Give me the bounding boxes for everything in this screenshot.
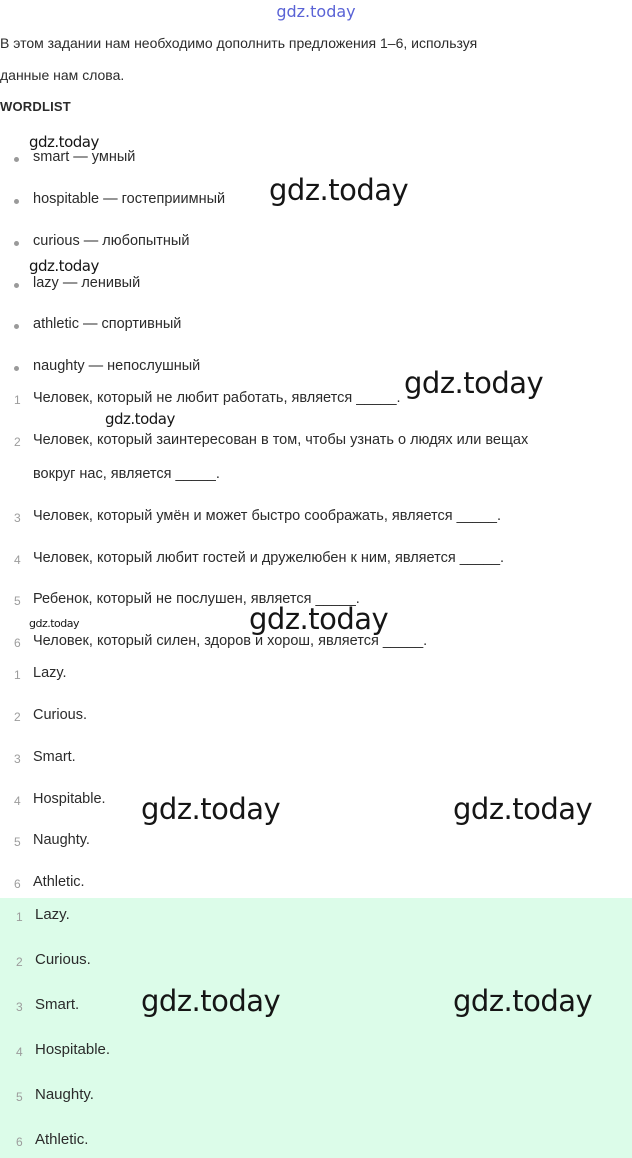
answer-text: Curious. (35, 951, 91, 968)
answer-number: 5 (16, 1090, 23, 1104)
answer-number: 6 (14, 877, 21, 891)
watermark: gdz.today (29, 617, 80, 630)
sentence-text: Человек, который заинтересован в том, чтобы узнать о людях или вещах (33, 432, 529, 448)
sentence-number: 2 (14, 435, 21, 449)
answer-text: Curious. (33, 707, 87, 723)
answer-text: Athletic. (35, 1131, 89, 1148)
answer-text: Hospitable. (33, 791, 106, 807)
answer-number: 4 (16, 1045, 23, 1059)
watermark: gdz.today (269, 173, 409, 207)
list-item: lazy — ленивый (33, 275, 141, 291)
bullet-icon (14, 283, 19, 288)
watermark: gdz.today (453, 984, 593, 1018)
sentence-text-continued: вокруг нас, является _____. (33, 466, 220, 482)
sentence-number: 4 (14, 553, 21, 567)
answer-text: Smart. (35, 996, 80, 1013)
intro-line-1: В этом задании нам необходимо дополнить предложения 1–6, используя (0, 35, 478, 51)
answer-number: 4 (14, 794, 21, 808)
list-item: smart — умный (33, 149, 136, 165)
bullet-icon (14, 366, 19, 371)
answer-number: 3 (14, 752, 21, 766)
answer-text: Hospitable. (35, 1041, 111, 1058)
watermark: gdz.today (453, 792, 593, 826)
answer-text: Smart. (33, 749, 76, 765)
answer-number: 2 (14, 710, 21, 724)
answer-text: Lazy. (35, 906, 70, 923)
sentence-number: 3 (14, 511, 21, 525)
list-item: athletic — спортивный (33, 316, 182, 332)
sentence-number: 1 (14, 393, 21, 407)
watermark: gdz.today (105, 410, 175, 428)
answer-number: 6 (16, 1135, 23, 1149)
watermark: gdz.today (249, 602, 389, 636)
watermark: gdz.today (29, 257, 99, 275)
watermark: gdz.today (141, 792, 281, 826)
wordlist-heading: WORDLIST (0, 99, 71, 114)
sentence-text: Ребенок, который не послушен, является _____. (33, 591, 360, 607)
answer-text: Athletic. (33, 874, 85, 890)
answer-number: 5 (14, 835, 21, 849)
watermark: gdz.today (29, 133, 99, 151)
list-item: naughty — непослушный (33, 358, 201, 374)
bullet-icon (14, 199, 19, 204)
answer-box (0, 898, 632, 1158)
answer-text: Lazy. (33, 665, 67, 681)
bullet-icon (14, 157, 19, 162)
sentence-text: Человек, который любит гостей и дружелюбен к ним, является _____. (33, 550, 505, 566)
answer-number: 1 (14, 668, 21, 682)
list-item: hospitable — гостеприимный (33, 191, 226, 207)
sentence-number: 6 (14, 636, 21, 650)
bullet-icon (14, 324, 19, 329)
sentence-text: Человек, который не любит работать, является _____. (33, 390, 401, 406)
watermark: gdz.today (141, 984, 281, 1018)
answer-number: 2 (16, 955, 23, 969)
sentence-number: 5 (14, 594, 21, 608)
list-item: curious — любопытный (33, 233, 190, 249)
intro-line-2: данные нам слова. (0, 67, 125, 83)
watermark: gdz.today (404, 366, 544, 400)
site-logo[interactable]: gdz.today (276, 2, 356, 21)
sentence-text: Человек, который умён и может быстро соображать, является _____. (33, 508, 501, 524)
answer-text: Naughty. (33, 832, 90, 848)
answer-number: 1 (16, 910, 23, 924)
bullet-icon (14, 241, 19, 246)
sentence-text: Человек, который силен, здоров и хорош, является _____. (33, 633, 428, 649)
answer-text: Naughty. (35, 1086, 94, 1103)
answer-number: 3 (16, 1000, 23, 1014)
